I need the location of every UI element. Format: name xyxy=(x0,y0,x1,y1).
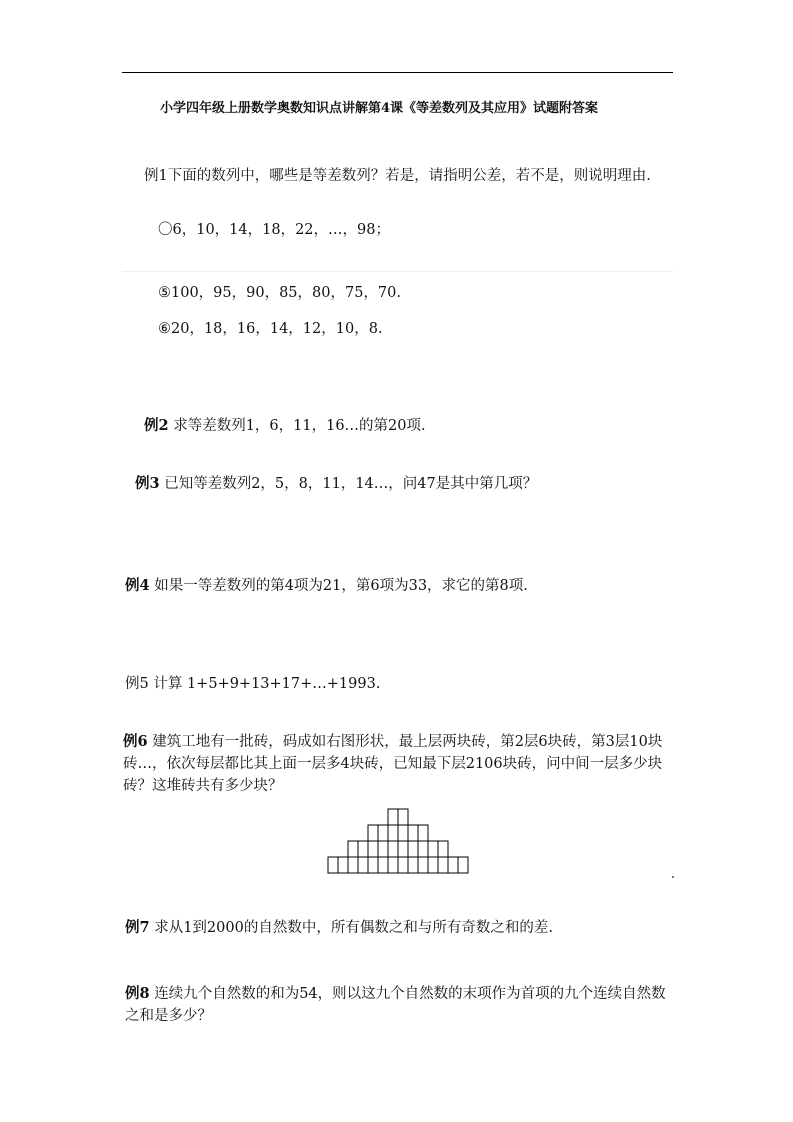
brick-pyramid-figure xyxy=(327,807,469,875)
brick xyxy=(348,841,358,857)
example-7-label: 例7 xyxy=(125,919,150,936)
brick xyxy=(428,841,438,857)
example-6-label: 例6 xyxy=(123,733,148,750)
example-6 xyxy=(123,731,675,797)
brick xyxy=(358,841,368,857)
example-1-item-3: ⑥20，18，16，14，12，10，8. xyxy=(158,321,383,337)
brick xyxy=(398,841,408,857)
brick xyxy=(408,857,418,873)
example-8-text: 连续九个自然数的和为54，则以这九个自然数的末项作为首项的九个连续自然数之和是多少？ xyxy=(125,986,666,1024)
brick xyxy=(398,857,408,873)
example-7 xyxy=(125,917,553,939)
example-1-prompt: 例1下面的数列中，哪些是等差数列？若是，请指明公差，若不是，则说明理由. xyxy=(144,168,651,184)
example-6-text: 建筑工地有一批砖，码成如右图形状，最上层两块砖，第2层6块砖，第3层10块砖…，依次每层都比其上面一层多4块砖，已知最下层2106块砖，问中间一层多少块砖？这堆砖共有多少块？ xyxy=(123,734,663,794)
example-8-label: 例8 xyxy=(125,985,150,1002)
stray-mark xyxy=(672,876,674,878)
example-1-item-2: ⑤100，95，90，85，80，75，70. xyxy=(158,285,401,301)
brick xyxy=(428,857,438,873)
brick xyxy=(388,841,398,857)
brick xyxy=(368,825,378,841)
example-2-label: 例2 xyxy=(144,417,169,434)
example-4-text: 如果一等差数列的第4项为21，第6项为33，求它的第8项. xyxy=(149,578,528,594)
brick xyxy=(378,841,388,857)
example-5: 例5 计算 1+5+9+13+17+…+1993. xyxy=(125,676,381,692)
example-3-label: 例3 xyxy=(135,475,160,492)
brick xyxy=(378,825,388,841)
faint-divider xyxy=(122,271,673,272)
brick xyxy=(418,841,428,857)
brick xyxy=(368,841,378,857)
example-4 xyxy=(125,575,528,597)
brick xyxy=(418,857,428,873)
brick xyxy=(388,857,398,873)
brick xyxy=(398,809,408,825)
page-title: 小学四年级上册数学奥数知识点讲解第4课《等差数列及其应用》试题附答案 xyxy=(160,101,599,116)
brick xyxy=(338,857,348,873)
brick xyxy=(408,841,418,857)
brick xyxy=(368,857,378,873)
brick xyxy=(388,825,398,841)
brick xyxy=(328,857,338,873)
header-rule xyxy=(122,72,673,73)
brick xyxy=(358,857,368,873)
brick xyxy=(388,809,398,825)
brick xyxy=(448,857,458,873)
example-2-text: 求等差数列1，6，11，16…的第20项. xyxy=(168,418,426,434)
brick xyxy=(408,825,418,841)
example-1-item-1: 〇6，10，14，18，22，…，98； xyxy=(158,222,390,238)
brick xyxy=(378,857,388,873)
example-2 xyxy=(144,415,426,437)
example-7-text: 求从1到2000的自然数中，所有偶数之和与所有奇数之和的差. xyxy=(149,920,553,936)
example-3-text: 已知等差数列2，5，8，11，14…，问47是其中第几项？ xyxy=(159,476,538,492)
brick xyxy=(458,857,468,873)
brick xyxy=(438,841,448,857)
brick xyxy=(438,857,448,873)
example-3 xyxy=(135,473,537,495)
brick xyxy=(348,857,358,873)
example-4-label: 例4 xyxy=(125,577,150,594)
example-8 xyxy=(125,983,677,1027)
brick xyxy=(418,825,428,841)
brick xyxy=(398,825,408,841)
